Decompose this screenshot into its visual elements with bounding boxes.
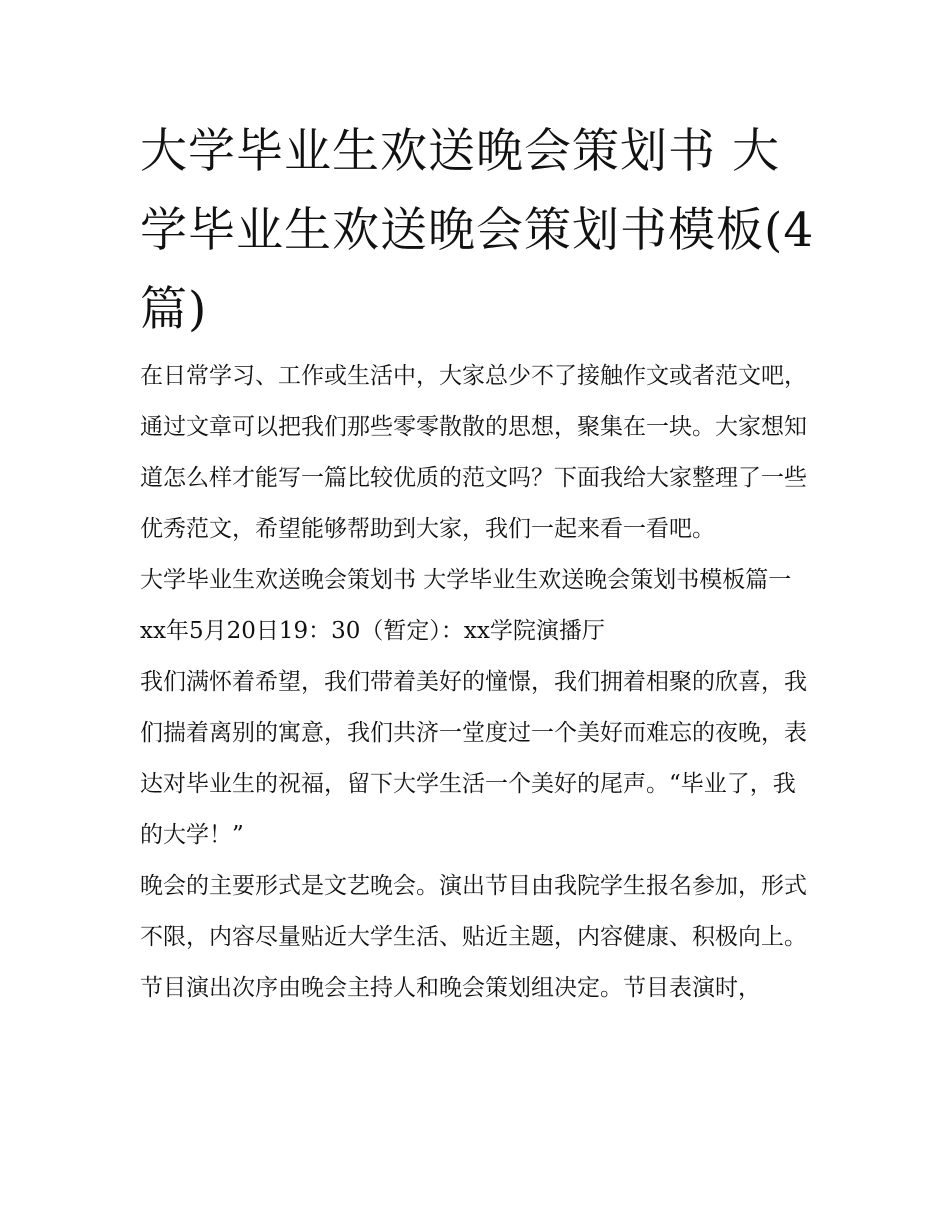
event-info-paragraph: 大学毕业生欢送晚会策划书 大学毕业生欢送晚会策划书模板篇一 xx年5月20日19：30（暂定）：xx学院演播厅 — [140, 567, 792, 644]
theme-paragraph: 我们满怀着希望，我们带着美好的憧憬，我们拥着相聚的欣喜，我们揣着离别的寓意，我们共济一堂度过一个美好而难忘的夜晚，表达对毕业生的祝福，留下大学生活一个美好的尾声。“毕业了，我的大学！” — [140, 669, 807, 848]
intro-paragraph: 在日常学习、工作或生活中，大家总少不了接触作文或者范文吧，通过文章可以把我们那些零零散散的思想，聚集在一块。大家想知道怎么样才能写一篇比较优质的范文吗？下面我给大家整理了一些优秀范文，希望能够帮助到大家，我们一起来看一看吧。 — [140, 363, 807, 542]
format-paragraph: 晚会的主要形式是文艺晚会。演出节目由我院学生报名参加，形式不限，内容尽量贴近大学生活、贴近主题，内容健康、积极向上。 — [140, 873, 807, 950]
document-title: 大学毕业生欢送晚会策划书 大学毕业生欢送晚会策划书模板(4篇) — [140, 124, 815, 337]
program-order-paragraph: 节目演出次序由晚会主持人和晚会策划组决定。节目表演时， — [140, 975, 761, 1001]
document-content — [140, 112, 816, 1014]
